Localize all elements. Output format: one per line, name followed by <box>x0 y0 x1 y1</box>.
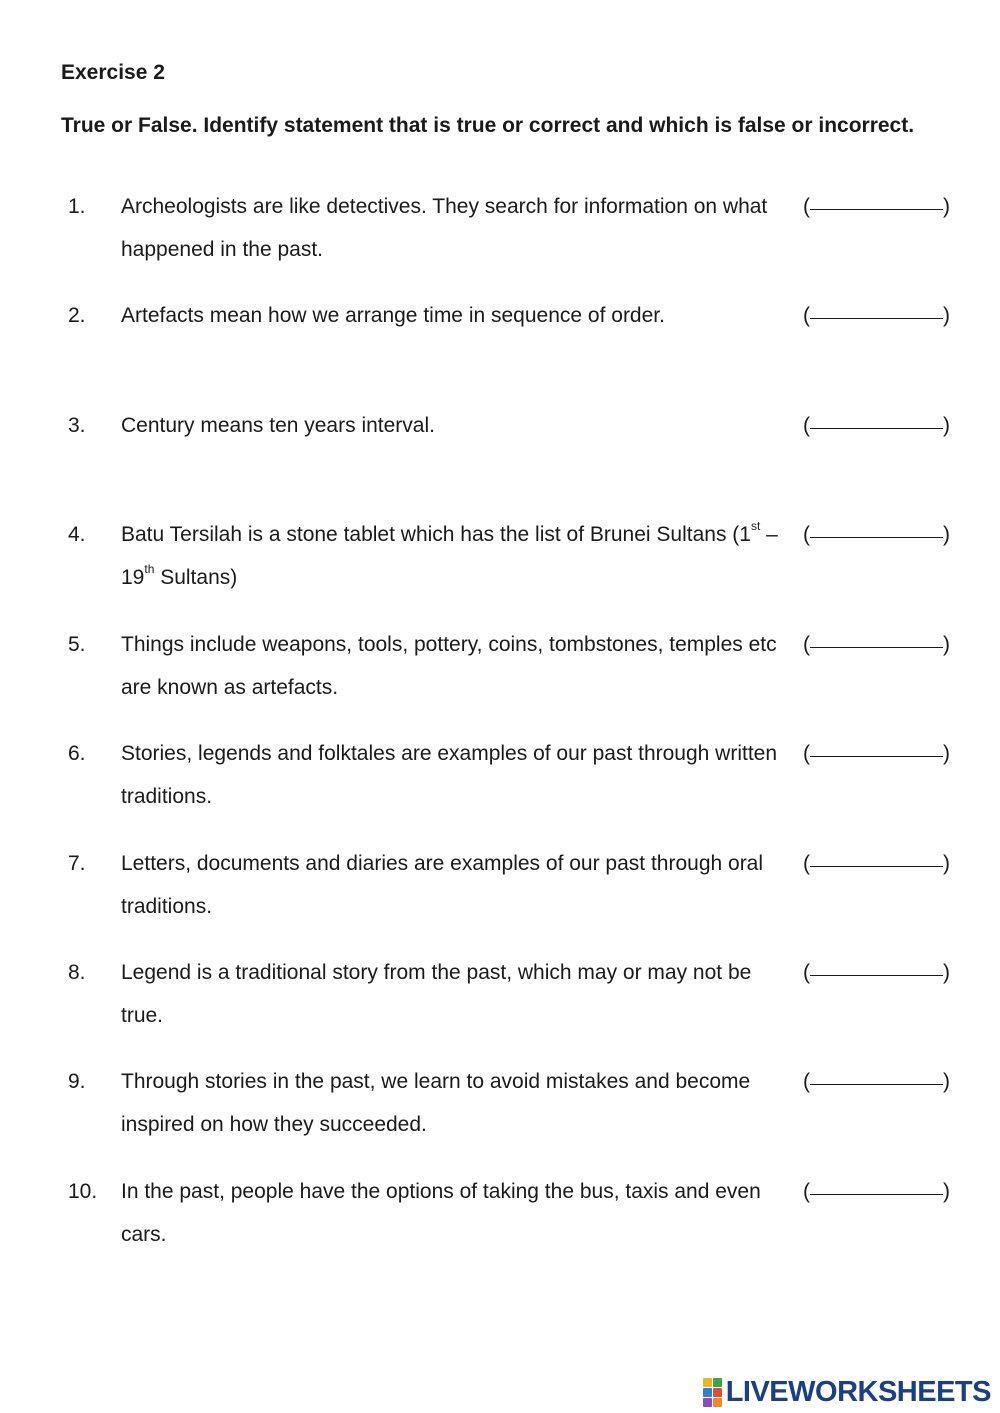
logo-text: LIVEWORKSHEETS <box>725 1375 991 1408</box>
question-statement: Things include weapons, tools, pottery, coins, tombstones, temples etc are known as artefacts. <box>121 633 777 699</box>
answer-blank[interactable]: ( ) <box>803 404 950 447</box>
answer-blank[interactable]: ( ) <box>803 1060 950 1103</box>
instructions: True or False. Identify statement that is true or correct and which is false or incorrect. <box>61 114 915 137</box>
superscript-st: st <box>750 519 761 533</box>
question-statement: Archeologists are like detectives. They search for information on what happened in the past. <box>121 195 768 261</box>
question-statement: Stories, legends and folktales are examples of our past through written traditions. <box>121 742 778 808</box>
answer-blank[interactable]: ( ) <box>803 513 950 556</box>
question-number: 5. <box>68 633 86 656</box>
question-number: 1. <box>68 195 86 218</box>
answer-blank[interactable]: ( ) <box>803 185 950 228</box>
answer-blank[interactable]: ( ) <box>803 842 950 885</box>
answer-blank[interactable]: ( ) <box>803 623 950 666</box>
question-statement: Century means ten years interval. <box>121 414 435 437</box>
question-statement: Letters, documents and diaries are examples of our past through oral traditions. <box>121 852 764 918</box>
worksheet-title: Exercise 2 <box>61 61 165 84</box>
question-number: 9. <box>68 1070 86 1093</box>
question-statement: Artefacts mean how we arrange time in sequence of order. <box>121 304 665 327</box>
question-number: 7. <box>68 852 86 875</box>
question-number: 10. <box>68 1180 98 1203</box>
question-number: 2. <box>68 304 86 327</box>
answer-blank[interactable]: ( ) <box>803 951 950 994</box>
question-number: 6. <box>68 742 86 765</box>
liveworksheets-logo-icon <box>703 1378 722 1407</box>
superscript-th: th <box>144 562 155 576</box>
question-number: 4. <box>68 523 86 546</box>
question-statement: In the past, people have the options of taking the bus, taxis and even cars. <box>121 1180 761 1246</box>
question-statement: Legend is a traditional story from the past, which may or may not be true. <box>121 961 752 1027</box>
question-statement: Through stories in the past, we learn to avoid mistakes and become inspired on how they succeeded. <box>121 1070 751 1136</box>
question-statement: Batu Tersilah is a stone tablet which has the list of Brunei Sultans (1st – 19th Sultans) <box>121 519 778 589</box>
liveworksheets-logo <box>703 1377 991 1407</box>
answer-blank[interactable]: ( ) <box>803 1170 950 1213</box>
answer-blank[interactable]: ( ) <box>803 294 950 337</box>
answer-blank[interactable]: ( ) <box>803 732 950 775</box>
question-number: 3. <box>68 414 86 437</box>
question-number: 8. <box>68 961 86 984</box>
